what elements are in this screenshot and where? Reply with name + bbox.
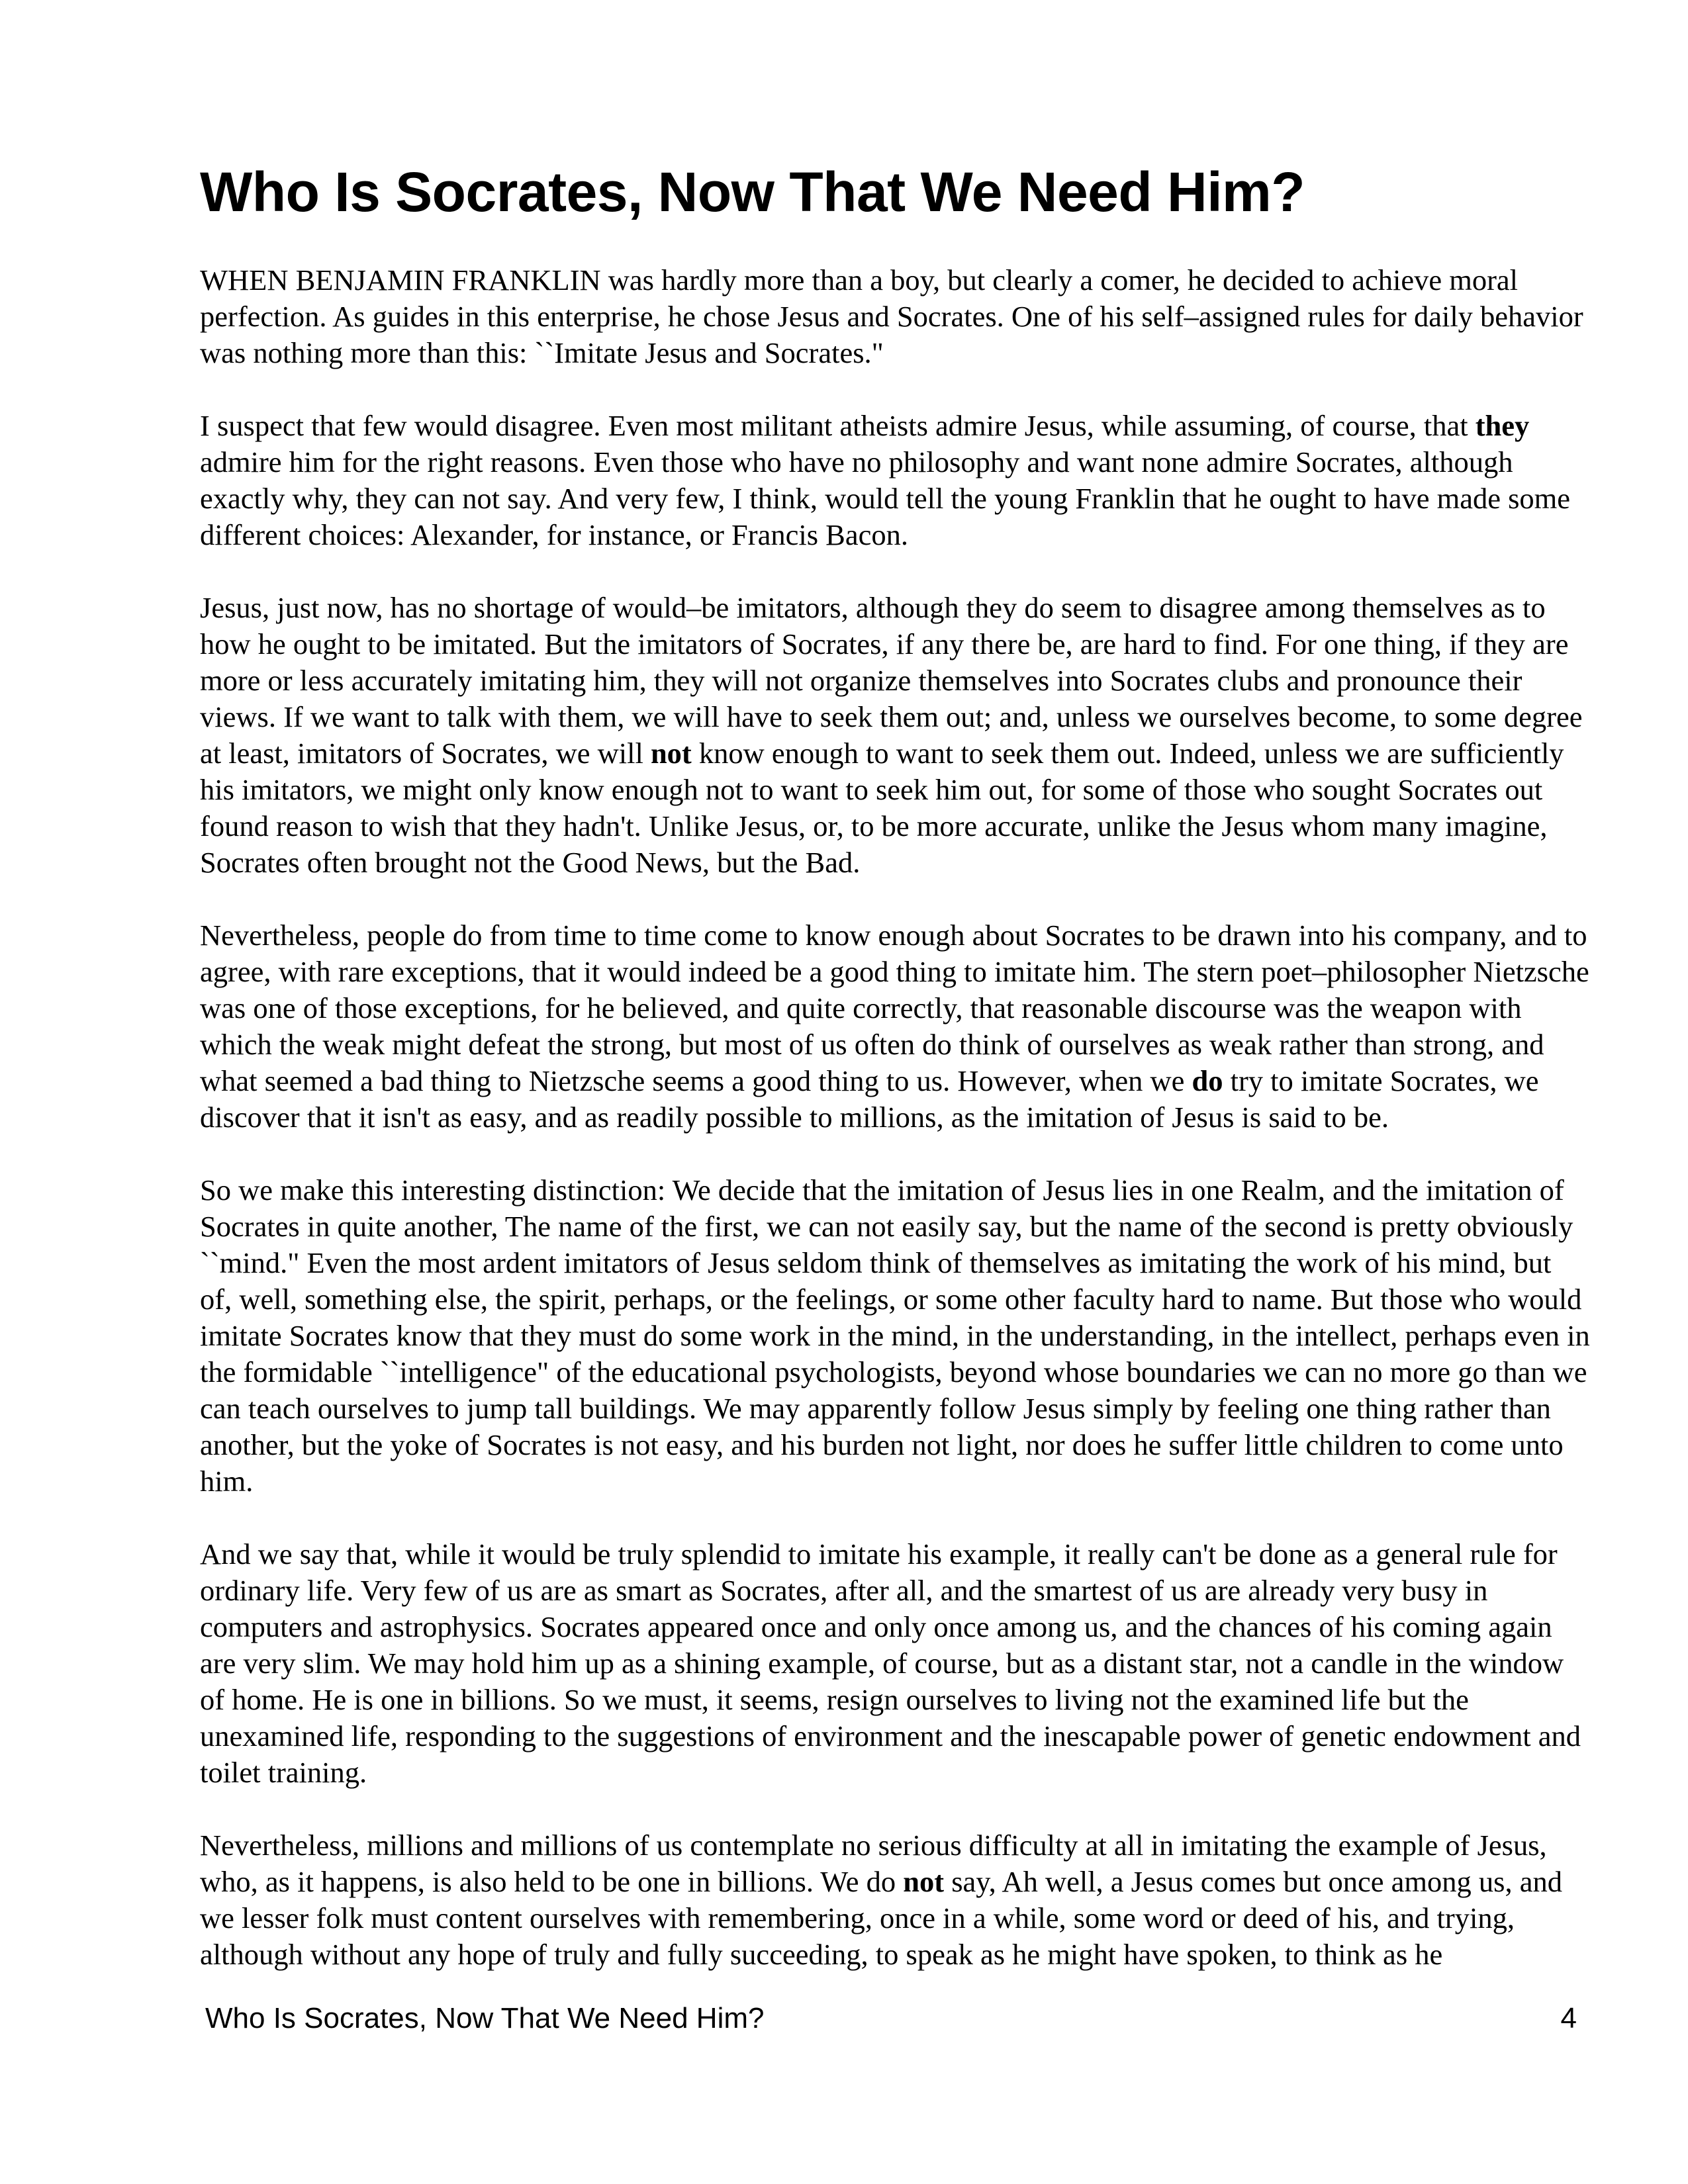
paragraph-3-emphasis: not — [650, 737, 692, 770]
paragraph-2-text-c: admire him for the right reasons. Even those who have no philosophy and want none admire Socrates, although exactly why, they can not say. And very few, I think, would tell the young Franklin that he ought to have made some different choices: Alexander, for instance, or Francis Bacon. — [200, 445, 1571, 551]
paragraph-7-text-a: Nevertheless, millions and millions of us contemplate no serious difficulty at all in imitating the example of Jesus, who, as it happens, is also held to be one in billions. We do — [200, 1829, 1547, 1898]
paragraph-4-text-a: Nevertheless, people do from time to time come to know enough about Socrates to be drawn into his company, and to agree, with rare exceptions, that it would indeed be a good thing to imitate him. The stern poet–philosopher Nietzsche was one of those exceptions, for he believed, and quite correctly, that reasonable discourse was the weapon with which the weak might defeat the strong, but most of us often do think of ourselves as weak rather than strong, and what seemed a bad thing to Nietzsche seems a good thing to us. However, when we — [200, 919, 1589, 1097]
footer-title: Who Is Socrates, Now That We Need Him? — [205, 2002, 765, 2034]
paragraph-2-text-a: I suspect that few would disagree. Even most militant atheists admire Jesus, while assuming, of course, that — [200, 409, 1476, 442]
paragraph-3-text-c: know enough to want to seek them out. Indeed, unless we are sufficiently his imitators, we might only know enough not to want to seek him out, for some of those who sought Socrates out found reason to wish that they hadn't. Unlike Jesus, or, to be more accurate, unlike the Jesus whom many imagine, Socrates often brought not the Good News, but the Bad. — [200, 737, 1564, 879]
paragraph-7-text-c: say, Ah well, a Jesus comes but once among us, and we lesser folk must content ourselves with remembering, once in a while, some word or deed of his, and trying, although without any hope of truly and fully succeeding, to speak as he might have spoken, to think as he — [200, 1865, 1562, 1971]
paragraph-7-emphasis: not — [903, 1865, 945, 1898]
paragraph-4 — [200, 917, 1590, 1136]
paragraph-2 — [200, 408, 1590, 553]
article-body — [200, 262, 1590, 1973]
paragraph-2-emphasis: they — [1475, 409, 1530, 442]
paragraph-6: And we say that, while it would be truly splendid to imitate his example, it really can't be done as a general rule for ordinary life. Very few of us are as smart as Socrates, after all, and the smartest of us are already very busy in computers and astrophysics. Socrates appeared once and only once among us, and the chances of his coming again are very slim. We may hold him up as a shining example, of course, but as a distant star, not a candle in the window of home. He is one in billions. So we must, it seems, resign ourselves to living not the examined life but the unexamined life, responding to the suggestions of environment and the inescapable power of genetic endowment and toilet training. — [200, 1537, 1581, 1789]
paragraph-3-text-a: Jesus, just now, has no shortage of would–be imitators, although they do seem to disagree among themselves as to how he ought to be imitated. But the imitators of Socrates, if any there be, are hard to find. For one thing, if they are more or less accurately imitating him, they will not organize themselves into Socrates clubs and pronounce their views. If we want to talk with them, we will have to seek them out; and, unless we ourselves become, to some degree at least, imitators of Socrates, we will — [200, 591, 1583, 770]
footer-page-number: 4 — [1560, 2002, 1577, 2034]
paragraph-7 — [200, 1827, 1590, 1973]
paragraph-3 — [200, 590, 1590, 881]
paragraph-4-text-c: try to imitate Socrates, we discover that it isn't as easy, and as readily possible to millions, as the imitation of Jesus is said to be. — [200, 1064, 1539, 1134]
paragraph-4-emphasis: do — [1192, 1064, 1223, 1097]
page-title: Who Is Socrates, Now That We Need Him? — [200, 161, 1305, 223]
paragraph-5: So we make this interesting distinction: We decide that the imitation of Jesus lies in one Realm, and the imitation of Socrates in quite another, The name of the first, we can not easily say, but the name of the second is pretty obviously ``mind." Even the most ardent imitators of Jesus seldom think of themselves as imitating the work of his mind, but of, well, something else, the spirit, perhaps, or the feelings, or some other faculty hard to name. But those who would imitate Socrates know that they must do some work in the mind, in the understanding, in the intellect, perhaps even in the formidable ``intelligence" of the educational psychologists, beyond whose boundaries we can no more go than we can teach ourselves to jump tall buildings. We may apparently follow Jesus simply by feeling one thing rather than another, but the yoke of Socrates is not easy, and his burden not light, nor does he suffer little children to come unto him. — [200, 1173, 1590, 1498]
paragraph-1: WHEN BENJAMIN FRANKLIN was hardly more than a boy, but clearly a comer, he decided to achieve moral perfection. As guides in this enterprise, he chose Jesus and Socrates. One of his self–assigned rules for daily behavior was nothing more than this: ``Imitate Jesus and Socrates." — [200, 263, 1583, 369]
